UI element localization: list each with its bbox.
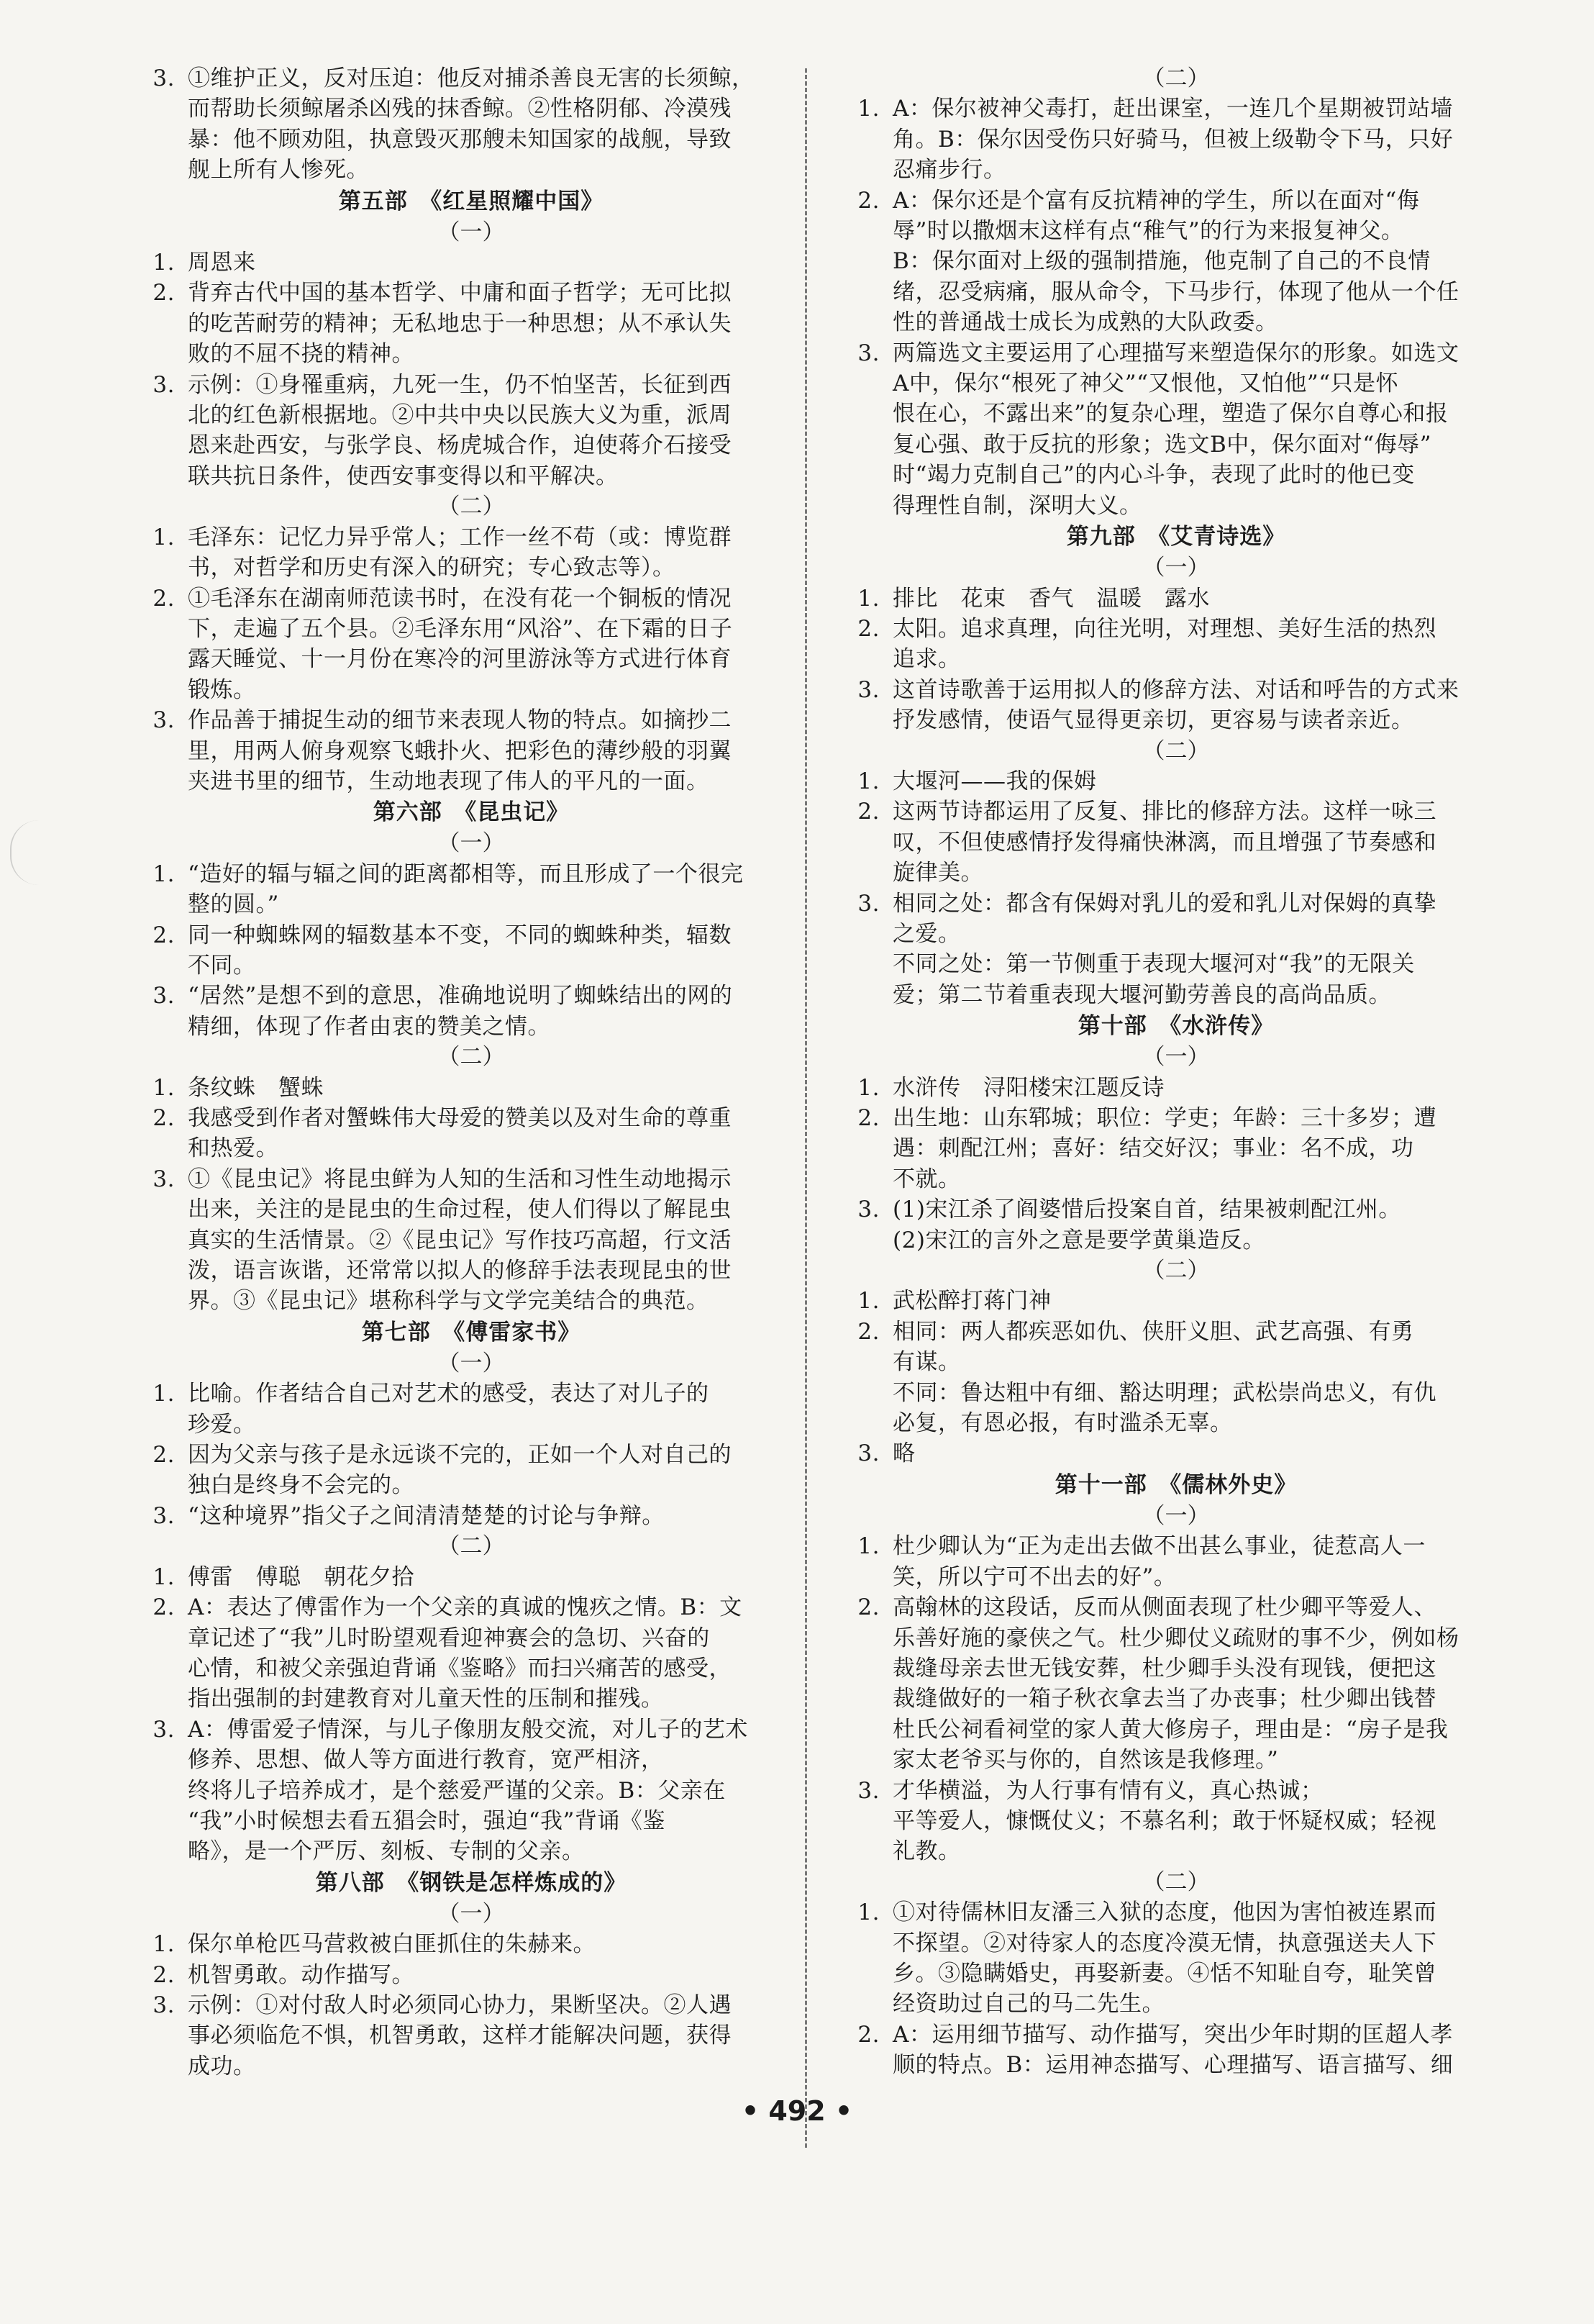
answer-text: 顺的特点。B：运用神态描写、心理描写、语言描写、细 — [893, 2052, 1454, 2079]
answer-line — [838, 1958, 1514, 1989]
answer-line — [838, 1347, 1514, 1377]
answer-item — [133, 63, 809, 94]
answer-item — [838, 796, 1514, 827]
answer-text: 追求。 — [893, 646, 961, 673]
answer-text: 书，对哲学和历史有深入的研究；专心致志等）。 — [188, 555, 675, 581]
answer-text: A：保尔被神父毒打，赶出课室，一连几个星期被罚站墙 — [893, 96, 1453, 122]
answer-text: 恩来赴西安，与张学良、杨虎城合作，迫使蒋介石接受 — [188, 432, 732, 459]
section-heading: 第十一部 《儒林外史》 — [1055, 1471, 1298, 1498]
answer-text: 笑，所以宁可不出去的好”。 — [893, 1563, 1177, 1590]
subsection-heading: （二） — [437, 1533, 505, 1560]
answer-text: 珍爱。 — [188, 1411, 256, 1438]
answer-text: 武松醉打蒋门神 — [893, 1288, 1052, 1315]
answer-text: 大堰河——我的保姆 — [893, 768, 1097, 794]
answer-line — [838, 827, 1514, 858]
answer-line — [838, 216, 1514, 246]
section-heading: 第六部 《昆虫记》 — [373, 799, 570, 826]
answer-item — [133, 1501, 809, 1531]
section-heading: 第九部 《艾青诗选》 — [1066, 524, 1286, 550]
subsection-heading: （一） — [437, 1350, 505, 1376]
answer-line — [838, 1164, 1514, 1194]
answer-line — [838, 1408, 1514, 1438]
answer-line — [133, 644, 809, 674]
answer-item — [838, 94, 1514, 124]
answer-text: 示例：①对付敌人时必须同心协力，果断坚决。②人遇 — [188, 1992, 732, 2018]
item-number: 1. — [152, 1563, 175, 1590]
answer-line — [838, 1745, 1514, 1775]
answer-line — [838, 1989, 1514, 2019]
answer-item — [838, 1776, 1514, 1806]
answer-text: 绪，忍受病痛，服从命令，下马步行，体现了他从一个任 — [893, 278, 1459, 305]
answer-line — [838, 368, 1514, 399]
answer-line — [838, 124, 1514, 155]
answer-text: 独白是终身不会完的。 — [188, 1472, 414, 1499]
answer-item — [133, 584, 809, 614]
answer-text: A：运用细节描写、动作描写，突出少年时期的匡超人孝 — [893, 2021, 1453, 2048]
answer-text: 整的圆。” — [188, 891, 279, 918]
answer-item — [133, 1990, 809, 2020]
answer-line — [838, 1806, 1514, 1836]
answer-line — [133, 766, 809, 796]
subsection-heading: （一） — [1142, 1044, 1210, 1071]
section-heading: 第十部 《水浒传》 — [1078, 1013, 1275, 1040]
answer-text: 比喻。作者结合自己对艺术的感受，表达了对儿子的 — [188, 1381, 709, 1407]
answer-text: 联共抗日条件，使西安事变得以和平解决。 — [188, 463, 619, 489]
answer-text: 不同之处：第一节侧重于表现大堰河对“我”的无限关 — [893, 951, 1415, 978]
answer-text: 相同：两人都疾恶如仇、侠肝义胆、武艺高强、有勇 — [893, 1318, 1414, 1345]
answer-line — [133, 1836, 809, 1866]
answer-line — [133, 94, 809, 124]
answer-text: “造好的辐与辐之间的距离都相等，而且形成了一个很完 — [188, 861, 744, 887]
answer-item — [133, 1715, 809, 1745]
answer-text: (2)宋江的言外之意是要学黄巢造反。 — [893, 1227, 1265, 1253]
answer-line — [133, 1012, 809, 1042]
answer-text: 修养、思想、做人等方面进行教育，宽严相济， — [188, 1747, 664, 1774]
answer-line — [838, 399, 1514, 429]
item-number: 1. — [152, 524, 175, 550]
answer-text: 叹，不但使感情抒发得痛快淋漓，而且增强了节奏感和 — [893, 829, 1436, 855]
answer-text: 而帮助长须鲸屠杀凶残的抹香鲸。②性格阴郁、冷漠残 — [188, 96, 732, 122]
answer-line — [133, 1225, 809, 1256]
binding-edge-mark — [10, 820, 40, 885]
answer-text: 两篇选文主要运用了心理描写来塑造保尔的形象。如选文 — [893, 340, 1459, 366]
answer-item — [133, 1073, 809, 1103]
answer-text: 泼，语言诙谐，还常常以拟人的修辞手法表现昆虫的世 — [188, 1258, 732, 1284]
answer-text: A中，保尔“根死了神父”“又恨他，又怕他”“只是怀 — [893, 371, 1399, 397]
answer-item — [838, 1286, 1514, 1316]
answer-item — [838, 766, 1514, 796]
item-number: 3. — [857, 1777, 880, 1804]
answer-text: 下，走遍了五个县。②毛泽东用“风浴”、在下霜的日子 — [188, 615, 733, 642]
answer-text: 这首诗歌善于运用拟人的修辞方法、对话和呼告的方式来 — [893, 676, 1459, 703]
answer-text: 败的不屈不挠的精神。 — [188, 341, 414, 368]
answer-item — [133, 1929, 809, 1959]
answer-line — [838, 919, 1514, 949]
answer-line — [133, 1256, 809, 1286]
answer-line — [133, 2051, 809, 2082]
item-number: 2. — [152, 922, 175, 948]
subsection-heading: （一） — [437, 1900, 505, 1927]
answer-text: (1)宋江杀了阎婆惜后投案自首，结果被刺配江州。 — [893, 1197, 1401, 1223]
subsection-heading: （二） — [1142, 737, 1210, 764]
item-number: 3. — [857, 676, 880, 703]
answer-line — [838, 246, 1514, 276]
item-number: 2. — [857, 615, 880, 642]
item-number: 1. — [152, 1381, 175, 1407]
item-number: 2. — [857, 187, 880, 214]
answer-text: 裁缝母亲去世无钱安葬，杜少卿手头没有现钱，便把这 — [893, 1655, 1436, 1681]
answer-text: 乡。③隐瞒婚史，再娶新妻。④恬不知耻自夸，耻笑曾 — [893, 1960, 1436, 1987]
answer-line — [838, 460, 1514, 490]
answer-text: 裁缝做好的一箱子秋衣拿去当了办丧事；杜少卿出钱替 — [893, 1686, 1436, 1712]
answer-text: 暴：他不顾劝阻，执意毁灭那艘未知国家的战舰，导致 — [188, 126, 732, 153]
answer-text: 有谋。 — [893, 1349, 961, 1376]
answer-text: 辱”时以撒烟末这样有点“稚气”的行为来报复神父。 — [893, 218, 1404, 245]
answer-text: A：保尔还是个富有反抗精神的学生，所以在面对“侮 — [893, 187, 1420, 214]
item-number: 2. — [152, 1442, 175, 1469]
subsection-heading: （一） — [437, 219, 505, 245]
item-number: 2. — [152, 1961, 175, 1988]
answer-line — [838, 1225, 1514, 1256]
answer-line — [838, 1684, 1514, 1714]
right-column — [838, 63, 1514, 2081]
item-number: 1. — [152, 250, 175, 276]
answer-line — [838, 307, 1514, 337]
answer-text: 的吃苦耐劳的精神；无私地忠于一种思想；从不承认失 — [188, 310, 732, 337]
answer-line — [133, 1776, 809, 1806]
item-number: 3. — [857, 1197, 880, 1223]
answer-item — [838, 186, 1514, 216]
answer-item — [133, 1164, 809, 1194]
answer-line — [133, 1623, 809, 1653]
answer-line — [133, 675, 809, 705]
answer-line — [133, 1286, 809, 1316]
answer-text: 略 — [893, 1440, 916, 1467]
answer-text: “我”小时候想去看五猖会时，强迫“我”背诵《鉴 — [188, 1807, 665, 1834]
page-number: • 492 • — [741, 2095, 853, 2127]
answer-text: A：傅雷爱子情深，与儿子像朋友般交流，对儿子的艺术 — [188, 1716, 748, 1743]
answer-text: 出来，关注的是昆虫的生命过程，使人们得以了解昆虫 — [188, 1197, 732, 1223]
answer-text: 忍痛步行。 — [893, 157, 1006, 183]
answer-line — [133, 889, 809, 920]
answer-item — [133, 705, 809, 735]
answer-line — [133, 736, 809, 766]
answer-line — [838, 949, 1514, 979]
answer-item — [133, 920, 809, 950]
answer-text: 露天睡觉、十一月份在寒冷的河里游泳等方式进行体育 — [188, 646, 732, 673]
answer-text: 成功。 — [188, 2053, 256, 2079]
answer-item — [838, 889, 1514, 919]
answer-text: 相同之处：都含有保姆对乳儿的爱和乳儿对保姆的真挚 — [893, 890, 1436, 917]
answer-item — [838, 1438, 1514, 1469]
item-number: 3. — [152, 1166, 175, 1192]
answer-line — [838, 1378, 1514, 1408]
answer-text: 毛泽东：记忆力异乎常人；工作一丝不苟（或：博览群 — [188, 524, 732, 550]
answer-line — [838, 858, 1514, 888]
answer-text: 爱；第二节着重表现大堰河勤劳善良的高尚品质。 — [893, 981, 1391, 1008]
answer-text: 太阳。追求真理，向往光明，对理想、美好生活的热烈 — [893, 615, 1436, 642]
answer-text: 得理性自制，深明大义。 — [893, 492, 1142, 519]
answer-text: 周恩来 — [188, 250, 256, 276]
item-number: 2. — [152, 1594, 175, 1621]
answer-line — [133, 2020, 809, 2051]
item-number: 1. — [857, 585, 880, 612]
answer-line — [133, 553, 809, 583]
item-number: 3. — [152, 1502, 175, 1529]
item-number: 1. — [152, 1931, 175, 1958]
subsection-heading: （一） — [1142, 1502, 1210, 1529]
answer-line — [838, 705, 1514, 735]
item-number: 2. — [857, 799, 880, 825]
left-column — [133, 63, 809, 2082]
answer-text: 略》，是一个严厉、刻板、专制的父亲。 — [188, 1838, 585, 1865]
answer-text: 不探望。②对待家人的态度冷漠无情，执意强送夫人下 — [893, 1930, 1436, 1956]
answer-line — [838, 277, 1514, 307]
item-number: 1. — [857, 1533, 880, 1560]
answer-item — [133, 248, 809, 278]
answer-text: 傅雷 傅聪 朝花夕拾 — [188, 1563, 414, 1590]
answer-text: 不就。 — [893, 1166, 961, 1192]
item-number: 2. — [857, 1105, 880, 1131]
answer-line — [133, 614, 809, 644]
answer-line — [133, 400, 809, 430]
item-number: 3. — [857, 1440, 880, 1467]
item-number: 2. — [857, 1594, 880, 1621]
answer-line — [133, 309, 809, 339]
answer-text: 排比 花束 香气 温暖 露水 — [893, 585, 1210, 612]
answer-item — [838, 1592, 1514, 1622]
answer-text: 作品善于捕捉生动的细节来表现人物的特点。如摘抄二 — [188, 707, 732, 734]
item-number: 2. — [152, 280, 175, 307]
answer-item — [133, 981, 809, 1011]
answer-item — [133, 1103, 809, 1133]
answer-text: 因为父亲与孩子是永远谈不完的，正如一个人对自己的 — [188, 1442, 732, 1469]
answer-item — [133, 1592, 809, 1622]
answer-line — [133, 1653, 809, 1684]
answer-item — [838, 614, 1514, 644]
answer-text: ①对待儒林旧友潘三入狱的态度，他因为害怕被连累而 — [893, 1899, 1436, 1926]
answer-item — [133, 1440, 809, 1470]
answer-item — [133, 278, 809, 308]
answer-line — [133, 155, 809, 185]
answer-text: 家太老爷买与你的，自然该是我修理。” — [893, 1747, 1279, 1774]
answer-line — [133, 1410, 809, 1440]
answer-line — [838, 1836, 1514, 1866]
answer-text: 背弃古代中国的基本哲学、中庸和面子哲学；无可比拟 — [188, 280, 732, 307]
section-heading: 第七部 《傅雷家书》 — [361, 1319, 581, 1345]
item-number: 2. — [152, 1105, 175, 1131]
answer-text: 不同。 — [188, 952, 256, 979]
answer-line — [838, 491, 1514, 521]
item-number: 1. — [857, 96, 880, 122]
answer-text: 我感受到作者对蟹蛛伟大母爱的赞美以及对生命的尊重 — [188, 1105, 732, 1131]
answer-item — [838, 1103, 1514, 1133]
answer-text: ①《昆虫记》将昆虫鲜为人知的生活和习性生动地揭示 — [188, 1166, 732, 1192]
answer-line — [133, 1806, 809, 1836]
column-divider — [805, 68, 807, 2148]
item-number: 3. — [152, 371, 175, 398]
answer-text: 杜少卿认为“正为走出去做不出甚么事业，徒惹高人一 — [893, 1533, 1426, 1560]
answer-item — [133, 1960, 809, 1990]
answer-line — [133, 950, 809, 981]
answer-text: 这两节诗都运用了反复、排比的修辞方法。这样一咏三 — [893, 799, 1436, 825]
answer-line — [133, 1470, 809, 1500]
answer-text: 和热爱。 — [188, 1135, 278, 1162]
subsection-heading: （二） — [1142, 1258, 1210, 1284]
section-heading: 第五部 《红星照耀中国》 — [338, 188, 604, 214]
answer-item — [133, 859, 809, 889]
item-number: 2. — [857, 1318, 880, 1345]
answer-line — [838, 2050, 1514, 2080]
answer-item — [838, 1531, 1514, 1561]
answer-text: 终将儿子培养成才，是个慈爱严谨的父亲。B：父亲在 — [188, 1777, 726, 1804]
answer-text: 杜氏公祠看祠堂的家人黄大修房子，理由是：“房子是我 — [893, 1716, 1449, 1743]
answer-text: 乐善好施的豪侠之气。杜少卿仗义疏财的事不少，例如杨 — [893, 1625, 1459, 1651]
answer-line — [838, 644, 1514, 674]
answer-item — [838, 1194, 1514, 1225]
answer-text: 旋律美。 — [893, 860, 983, 886]
answer-line — [133, 1745, 809, 1775]
answer-line — [838, 1653, 1514, 1684]
answer-text: 平等爱人，慷慨仗义；不慕名利；敢于怀疑权威；轻视 — [893, 1807, 1436, 1834]
item-number: 1. — [152, 1074, 175, 1101]
answer-line — [838, 430, 1514, 460]
subsection-heading: （一） — [437, 830, 505, 857]
item-number: 3. — [857, 340, 880, 366]
answer-text: 时“竭力克制自己”的内心斗争，表现了此时的他已变 — [893, 462, 1415, 489]
answer-text: 高翰林的这段话，反而从侧面表现了杜少卿平等爱人、 — [893, 1594, 1436, 1621]
answer-text: 锻炼。 — [188, 676, 256, 703]
answer-text: “这种境界”指父子之间清清楚楚的讨论与争辩。 — [188, 1502, 665, 1529]
answer-text: 角。B：保尔因受伤只好骑马，但被上级勒令下马，只好 — [893, 126, 1454, 153]
answer-text: B：保尔面对上级的强制措施，他克制了自己的不良情 — [893, 248, 1431, 275]
answer-item — [838, 675, 1514, 705]
subsection-heading: （二） — [437, 494, 505, 520]
answer-text: 里，用两人俯身观察飞蛾扑火、把彩色的薄纱般的羽翼 — [188, 737, 732, 764]
answer-item — [838, 584, 1514, 614]
answer-line — [133, 1194, 809, 1225]
answer-text: 北的红色新根据地。②中共中央以民族大义为重，派周 — [188, 402, 732, 429]
answer-item — [838, 338, 1514, 368]
subsection-heading: （一） — [1142, 555, 1210, 581]
answer-text: 心情，和被父亲强迫背诵《鉴略》而扫兴痛苦的感受， — [188, 1655, 732, 1681]
answer-text: 经资助过自己的马二先生。 — [893, 1991, 1165, 2017]
answer-text: ①毛泽东在湖南师范读书时，在没有花一个铜板的情况 — [188, 585, 732, 612]
answer-line — [838, 1715, 1514, 1745]
answer-text: 才华横溢，为人行事有情有义，真心热诚； — [893, 1777, 1324, 1804]
answer-text: 遇：刺配江州；喜好：结交好汉；事业：名不成，功 — [893, 1135, 1414, 1162]
answer-text: 机智勇敢。动作描写。 — [188, 1961, 414, 1988]
subsection-heading: （二） — [1142, 1869, 1210, 1895]
answer-line — [133, 1684, 809, 1714]
answer-text: 界。③《昆虫记》堪称科学与文学完美结合的典范。 — [188, 1288, 709, 1315]
answer-text: 出生地：山东郓城；职位：学吏；年龄：三十多岁；遭 — [893, 1105, 1436, 1131]
answer-text: 抒发感情，使语气显得更亲切，更容易与读者亲近。 — [893, 707, 1414, 734]
item-number: 1. — [857, 1899, 880, 1926]
answer-line — [133, 1133, 809, 1163]
answer-item — [133, 1562, 809, 1592]
answer-line — [133, 124, 809, 155]
item-number: 3. — [152, 1992, 175, 2018]
item-number: 2. — [857, 2021, 880, 2048]
item-number: 3. — [152, 1716, 175, 1743]
answer-text: 性的普通战士成长为成熟的大队政委。 — [893, 309, 1278, 336]
answer-line — [838, 980, 1514, 1010]
answer-item — [838, 1073, 1514, 1103]
answer-text: 水浒传 浔阳楼宋江题反诗 — [893, 1074, 1165, 1101]
answer-text: 不同：鲁达粗中有细、豁达明理；武松崇尚忠义，有仇 — [893, 1379, 1436, 1406]
answer-text: 夹进书里的细节，生动地表现了伟人的平凡的一面。 — [188, 768, 709, 794]
answer-text: 复心强、敢于反抗的形象；选文B中，保尔面对“侮辱” — [893, 431, 1431, 458]
answer-text: 章记述了“我”儿时盼望观看迎神赛会的急切、兴奋的 — [188, 1625, 710, 1651]
answer-line — [838, 1133, 1514, 1163]
item-number: 1. — [857, 1074, 880, 1101]
answer-text: 条纹蛛 蟹蛛 — [188, 1074, 324, 1101]
item-number: 1. — [857, 768, 880, 794]
answer-line — [133, 461, 809, 491]
answer-text: 舰上所有人惨死。 — [188, 157, 369, 183]
answer-text: “居然”是想不到的意思，准确地说明了蜘蛛结出的网的 — [188, 983, 733, 1009]
answer-item — [838, 1897, 1514, 1928]
answer-text: ①维护正义，反对压迫：他反对捕杀善良无害的长须鲸， — [188, 65, 755, 91]
answer-line — [838, 1623, 1514, 1653]
answer-text: 同一种蜘蛛网的辐数基本不变，不同的蜘蛛种类，辐数 — [188, 922, 732, 948]
item-number: 1. — [152, 861, 175, 887]
item-number: 2. — [152, 585, 175, 612]
subsection-heading: （二） — [437, 1044, 505, 1071]
answer-item — [133, 370, 809, 400]
answer-text: 礼教。 — [893, 1838, 961, 1865]
answer-line — [133, 430, 809, 460]
item-number: 1. — [857, 1288, 880, 1315]
subsection-heading: （二） — [1142, 65, 1210, 91]
item-number: 3. — [152, 65, 175, 91]
item-number: 3. — [152, 983, 175, 1009]
section-heading: 第八部 《钢铁是怎样炼成的》 — [315, 1869, 627, 1896]
answer-text: 恨在心，不露出来”的复杂心理，塑造了保尔自尊心和报 — [893, 401, 1449, 427]
answer-item — [133, 1379, 809, 1409]
item-number: 3. — [857, 890, 880, 917]
answer-line — [838, 155, 1514, 185]
answer-item — [838, 1317, 1514, 1347]
answer-item — [838, 2020, 1514, 2050]
answer-text: 保尔单枪匹马营救被白匪抓住的朱赫来。 — [188, 1931, 596, 1958]
answer-line — [838, 1562, 1514, 1592]
answer-text: A：表达了傅雷作为一个父亲的真诚的愧疚之情。B：文 — [188, 1594, 742, 1621]
answer-text: 真实的生活情景。②《昆虫记》写作技巧高超，行文活 — [188, 1227, 732, 1253]
answer-item — [133, 522, 809, 553]
answer-text: 必复，有恩必报，有时滥杀无辜。 — [893, 1410, 1233, 1437]
answer-line — [133, 339, 809, 369]
answer-text: 事必须临危不惧，机智勇敢，这样才能解决问题，获得 — [188, 2023, 732, 2049]
answer-text: 指出强制的封建教育对儿童天性的压制和摧残。 — [188, 1686, 664, 1712]
answer-text: 之爱。 — [893, 920, 961, 947]
answer-text: 示例：①身罹重病，九死一生，仍不怕坚苦，长征到西 — [188, 371, 732, 398]
answer-line — [838, 1928, 1514, 1958]
answer-text: 精细，体现了作者由衷的赞美之情。 — [188, 1013, 550, 1040]
item-number: 3. — [152, 707, 175, 734]
